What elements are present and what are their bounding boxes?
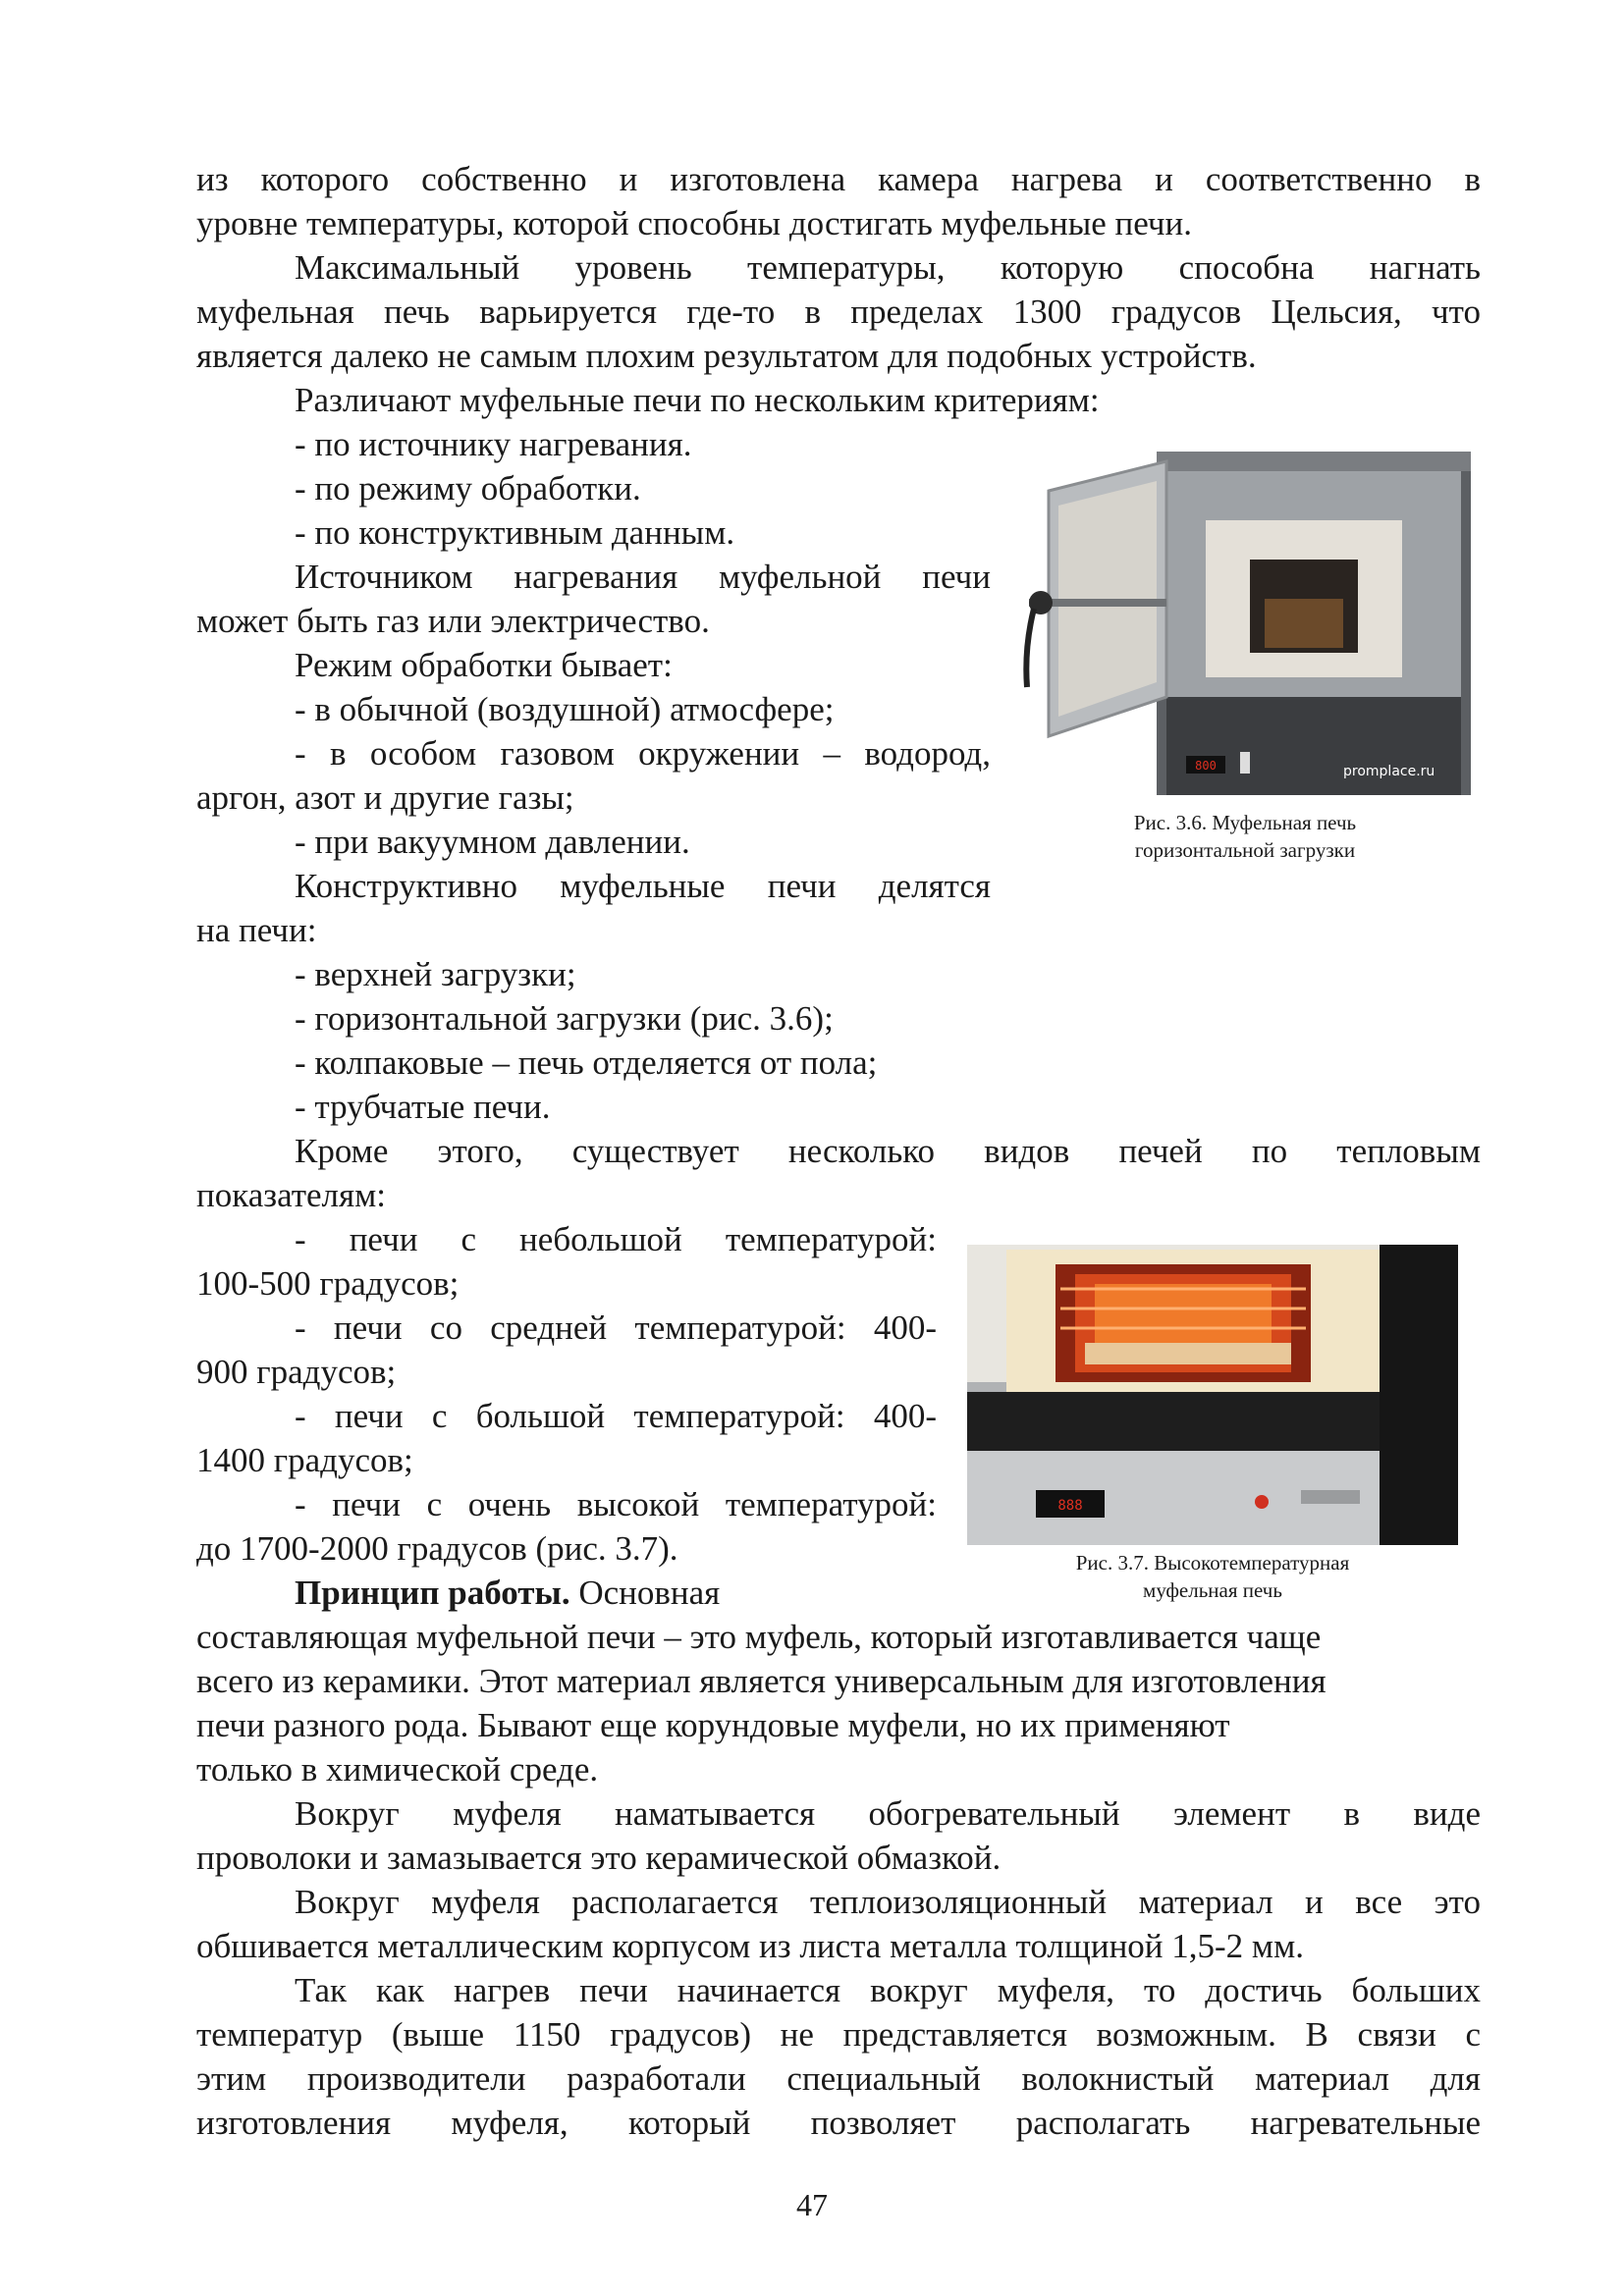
text-line: муфельная печь варьируется где-то в пределах 1300 градусов Цельсия, что bbox=[196, 293, 1481, 331]
text-line: 900 градусов; bbox=[196, 1353, 397, 1391]
text-line: печи разного рода. Бывают еще корундовые муфели, но их применяют bbox=[196, 1706, 1230, 1744]
text-line: - печи со средней температурой: 400- bbox=[295, 1308, 937, 1347]
text-line: только в химической среде. bbox=[196, 1750, 599, 1789]
text-line: Вокруг муфеля располагается теплоизоляционный материал и все это bbox=[295, 1883, 1481, 1921]
temperature-display: 888 bbox=[1057, 1498, 1083, 1514]
text-line: - печи с большой температурой: 400- bbox=[295, 1397, 937, 1435]
text-line: составляющая муфельной печи – это муфель, который изготавливается чаще bbox=[196, 1618, 1322, 1656]
text-line: - по режиму обработки. bbox=[295, 469, 641, 507]
text-line: Различают муфельные печи по нескольким критериям: bbox=[295, 381, 1100, 419]
text-line: Режим обработки бывает: bbox=[295, 646, 673, 684]
text-line: - по конструктивным данным. bbox=[295, 513, 735, 552]
text-line: этим производители разработали специальный волокнистый материал для bbox=[196, 2059, 1481, 2098]
photo-watermark: promplace.ru bbox=[1343, 764, 1435, 779]
text-line: температур (выше 1150 градусов) не представляется возможным. В связи с bbox=[196, 2015, 1481, 2054]
text-line: - печи с небольшой температурой: bbox=[295, 1220, 937, 1258]
page-number: 47 bbox=[796, 2187, 828, 2222]
text-line: показателям: bbox=[196, 1176, 386, 1214]
text-line: проволоки и замазывается это керамической обмазкой. bbox=[196, 1839, 1001, 1877]
text-line: Конструктивно муфельные печи делятся bbox=[295, 867, 991, 905]
text-line-tail: Основная bbox=[569, 1574, 721, 1612]
text-line: - верхней загрузки; bbox=[295, 955, 576, 993]
text-line: уровне температуры, которой способны достигать муфельные печи. bbox=[196, 204, 1192, 242]
figure-caption bbox=[967, 1549, 1458, 1604]
text-line: Так как нагрев печи начинается вокруг муфеля, то достичь больших bbox=[295, 1971, 1481, 2009]
text-line: аргон, азот и другие газы; bbox=[196, 778, 574, 817]
text-line: - в обычной (воздушной) атмосфере; bbox=[295, 690, 835, 728]
text-line: - колпаковые – печь отделяется от пола; bbox=[295, 1043, 878, 1082]
text-line: может быть газ или электричество. bbox=[196, 602, 710, 640]
text-line: на печи: bbox=[196, 911, 317, 949]
text-line: - горизонтальной загрузки (рис. 3.6); bbox=[295, 999, 834, 1038]
text-line: - по источнику нагревания. bbox=[295, 425, 692, 463]
text-line: - в особом газовом окружении – водород, bbox=[295, 734, 991, 773]
caption-line: Рис. 3.6. Муфельная печь bbox=[1133, 811, 1357, 834]
text-line: является далеко не самым плохим результатом для подобных устройств. bbox=[196, 337, 1257, 375]
figure-3-7-furnace-photo bbox=[967, 1245, 1458, 1545]
text-line: до 1700-2000 градусов (рис. 3.7). bbox=[196, 1529, 678, 1568]
caption-line: Рис. 3.7. Высокотемпературная bbox=[1075, 1551, 1350, 1575]
text-line: - при вакуумном давлении. bbox=[295, 823, 690, 861]
text-line: - печи с очень высокой температурой: bbox=[295, 1485, 937, 1523]
text-line: всего из керамики. Этот материал является универсальным для изготовления bbox=[196, 1662, 1326, 1700]
text-line: изготовления муфеля, который позволяет располагать нагревательные bbox=[196, 2104, 1481, 2142]
text-line: обшивается металлическим корпусом из листа металла толщиной 1,5-2 мм. bbox=[196, 1927, 1304, 1965]
text-line: Кроме этого, существует несколько видов печей по тепловым bbox=[295, 1132, 1481, 1170]
text-line: - трубчатые печи. bbox=[295, 1088, 551, 1126]
text-line: Вокруг муфеля наматывается обогревательный элемент в виде bbox=[295, 1794, 1481, 1833]
section-heading: Принцип работы. bbox=[295, 1574, 570, 1612]
caption-line: муфельная печь bbox=[1143, 1578, 1282, 1602]
caption-line: горизонтальной загрузки bbox=[1134, 838, 1356, 862]
temperature-display: 800 bbox=[1195, 759, 1217, 773]
text-line: Максимальный уровень температуры, которую способна нагнать bbox=[295, 248, 1481, 287]
text-line: Источником нагревания муфельной печи bbox=[295, 558, 991, 596]
text-line: из которого собственно и изготовлена камера нагрева и соответственно в bbox=[196, 160, 1481, 198]
text-line: 1400 градусов; bbox=[196, 1441, 413, 1479]
text-line: 100-500 градусов; bbox=[196, 1264, 460, 1303]
figure-3-6-furnace-photo bbox=[1019, 452, 1471, 795]
figure-caption bbox=[1019, 809, 1471, 864]
